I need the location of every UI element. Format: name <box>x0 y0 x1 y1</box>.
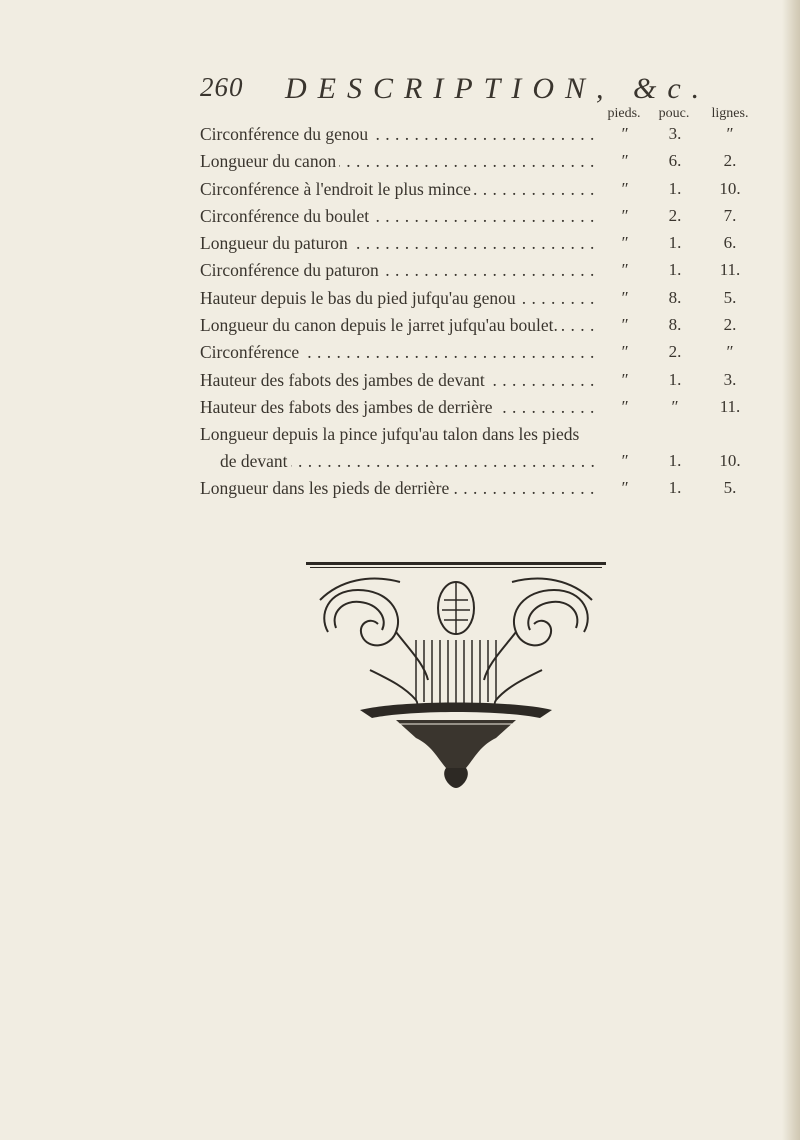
baroque-ornament-illustration <box>300 560 612 790</box>
value-lignes: 7. <box>723 205 737 225</box>
ornament-base <box>396 720 516 768</box>
value-lignes: 10. <box>719 451 741 471</box>
value-pieds: ″ <box>620 287 628 307</box>
page-edge <box>782 0 800 1140</box>
table-row <box>200 478 760 505</box>
right-scroll <box>484 579 592 710</box>
value-pouc: 2. <box>668 205 682 225</box>
value-pouc: 3. <box>668 124 682 143</box>
row-label-first-line: Longueur depuis la pince jufqu'au talon dans les pieds <box>200 424 580 445</box>
table-row <box>200 260 760 287</box>
value-pieds: ″ <box>620 205 628 225</box>
row-label: Hauteur depuis le bas du pied jufqu'au genou <box>200 288 519 308</box>
value-lignes: 11. <box>719 260 741 280</box>
row-label: Longueur dans les pieds de derrière <box>200 478 452 498</box>
value-pouc: 1. <box>668 369 682 389</box>
pendant-leaf <box>444 768 468 788</box>
value-pieds: ″ <box>620 369 628 389</box>
row-label: Longueur du canon depuis le jarret jufqu'au boulet. <box>200 315 561 335</box>
value-lignes: 5. <box>723 478 737 498</box>
value-pieds: ″ <box>620 342 628 362</box>
table-row <box>200 370 760 397</box>
value-pouc: 1. <box>668 451 682 471</box>
value-pieds: ″ <box>620 478 628 498</box>
table-row <box>200 206 760 233</box>
row-label: Circonférence du paturon <box>200 260 382 280</box>
table-row <box>200 315 760 342</box>
table-row <box>200 124 760 151</box>
table-row <box>200 233 760 260</box>
value-pieds: ″ <box>620 178 628 198</box>
table-row <box>200 424 760 478</box>
value-lignes: ″ <box>726 124 734 143</box>
value-lignes: 6. <box>723 233 737 253</box>
ornament-top-rule <box>306 562 606 565</box>
central-shell <box>438 582 474 634</box>
table-row <box>200 397 760 424</box>
value-pieds: ″ <box>620 124 628 143</box>
value-pouc: 1. <box>668 233 682 253</box>
value-pouc: 1. <box>668 178 682 198</box>
column-header-lignes: lignes. <box>711 106 749 121</box>
value-lignes: 3. <box>723 369 737 389</box>
table-row <box>200 342 760 369</box>
value-lignes: 5. <box>723 287 737 307</box>
row-label: Circonférence du genou <box>200 124 371 144</box>
value-pouc: 6. <box>668 151 682 171</box>
ornament-top-rule-thin <box>310 567 602 568</box>
value-pouc: 2. <box>668 342 682 362</box>
left-scroll <box>320 579 428 710</box>
value-pouc: 8. <box>668 287 682 307</box>
row-label: Circonférence du boulet <box>200 206 372 226</box>
row-label: Longueur du canon <box>200 151 339 171</box>
measurement-table <box>200 124 760 506</box>
value-pieds: ″ <box>620 451 628 471</box>
value-lignes: 2. <box>723 151 737 171</box>
value-pouc: ″ <box>671 396 679 416</box>
value-pieds: ″ <box>620 315 628 335</box>
row-label: Circonférence <box>200 342 302 362</box>
page-number: 260 <box>200 72 244 102</box>
value-lignes: 10. <box>719 178 741 198</box>
value-pouc: 8. <box>668 315 682 335</box>
row-label: Circonférence à l'endroit le plus mince <box>200 179 474 199</box>
value-pieds: ″ <box>620 151 628 171</box>
ornament-cornice <box>360 703 552 719</box>
row-label: Hauteur des fabots des jambes de derrière <box>200 397 496 417</box>
column-header-pieds: pieds. <box>607 106 641 121</box>
fluted-panel <box>416 640 496 708</box>
value-pieds: ″ <box>620 233 628 253</box>
table-row <box>200 288 760 315</box>
column-header-pouc: pouc. <box>658 106 690 121</box>
value-pieds: ″ <box>620 396 628 416</box>
value-pouc: 1. <box>668 260 682 280</box>
value-lignes: 11. <box>719 396 741 416</box>
table-row <box>200 179 760 206</box>
value-pieds: ″ <box>620 260 628 280</box>
value-lignes: 2. <box>723 315 737 335</box>
value-pouc: 1. <box>668 478 682 498</box>
value-lignes: ″ <box>726 342 734 362</box>
row-label: Longueur du paturon <box>200 233 351 253</box>
running-title: DESCRIPTION, &c. <box>285 72 711 105</box>
row-label: de devant <box>220 451 291 471</box>
row-label: Hauteur des fabots des jambes de devant <box>200 370 488 390</box>
table-row <box>200 151 760 178</box>
